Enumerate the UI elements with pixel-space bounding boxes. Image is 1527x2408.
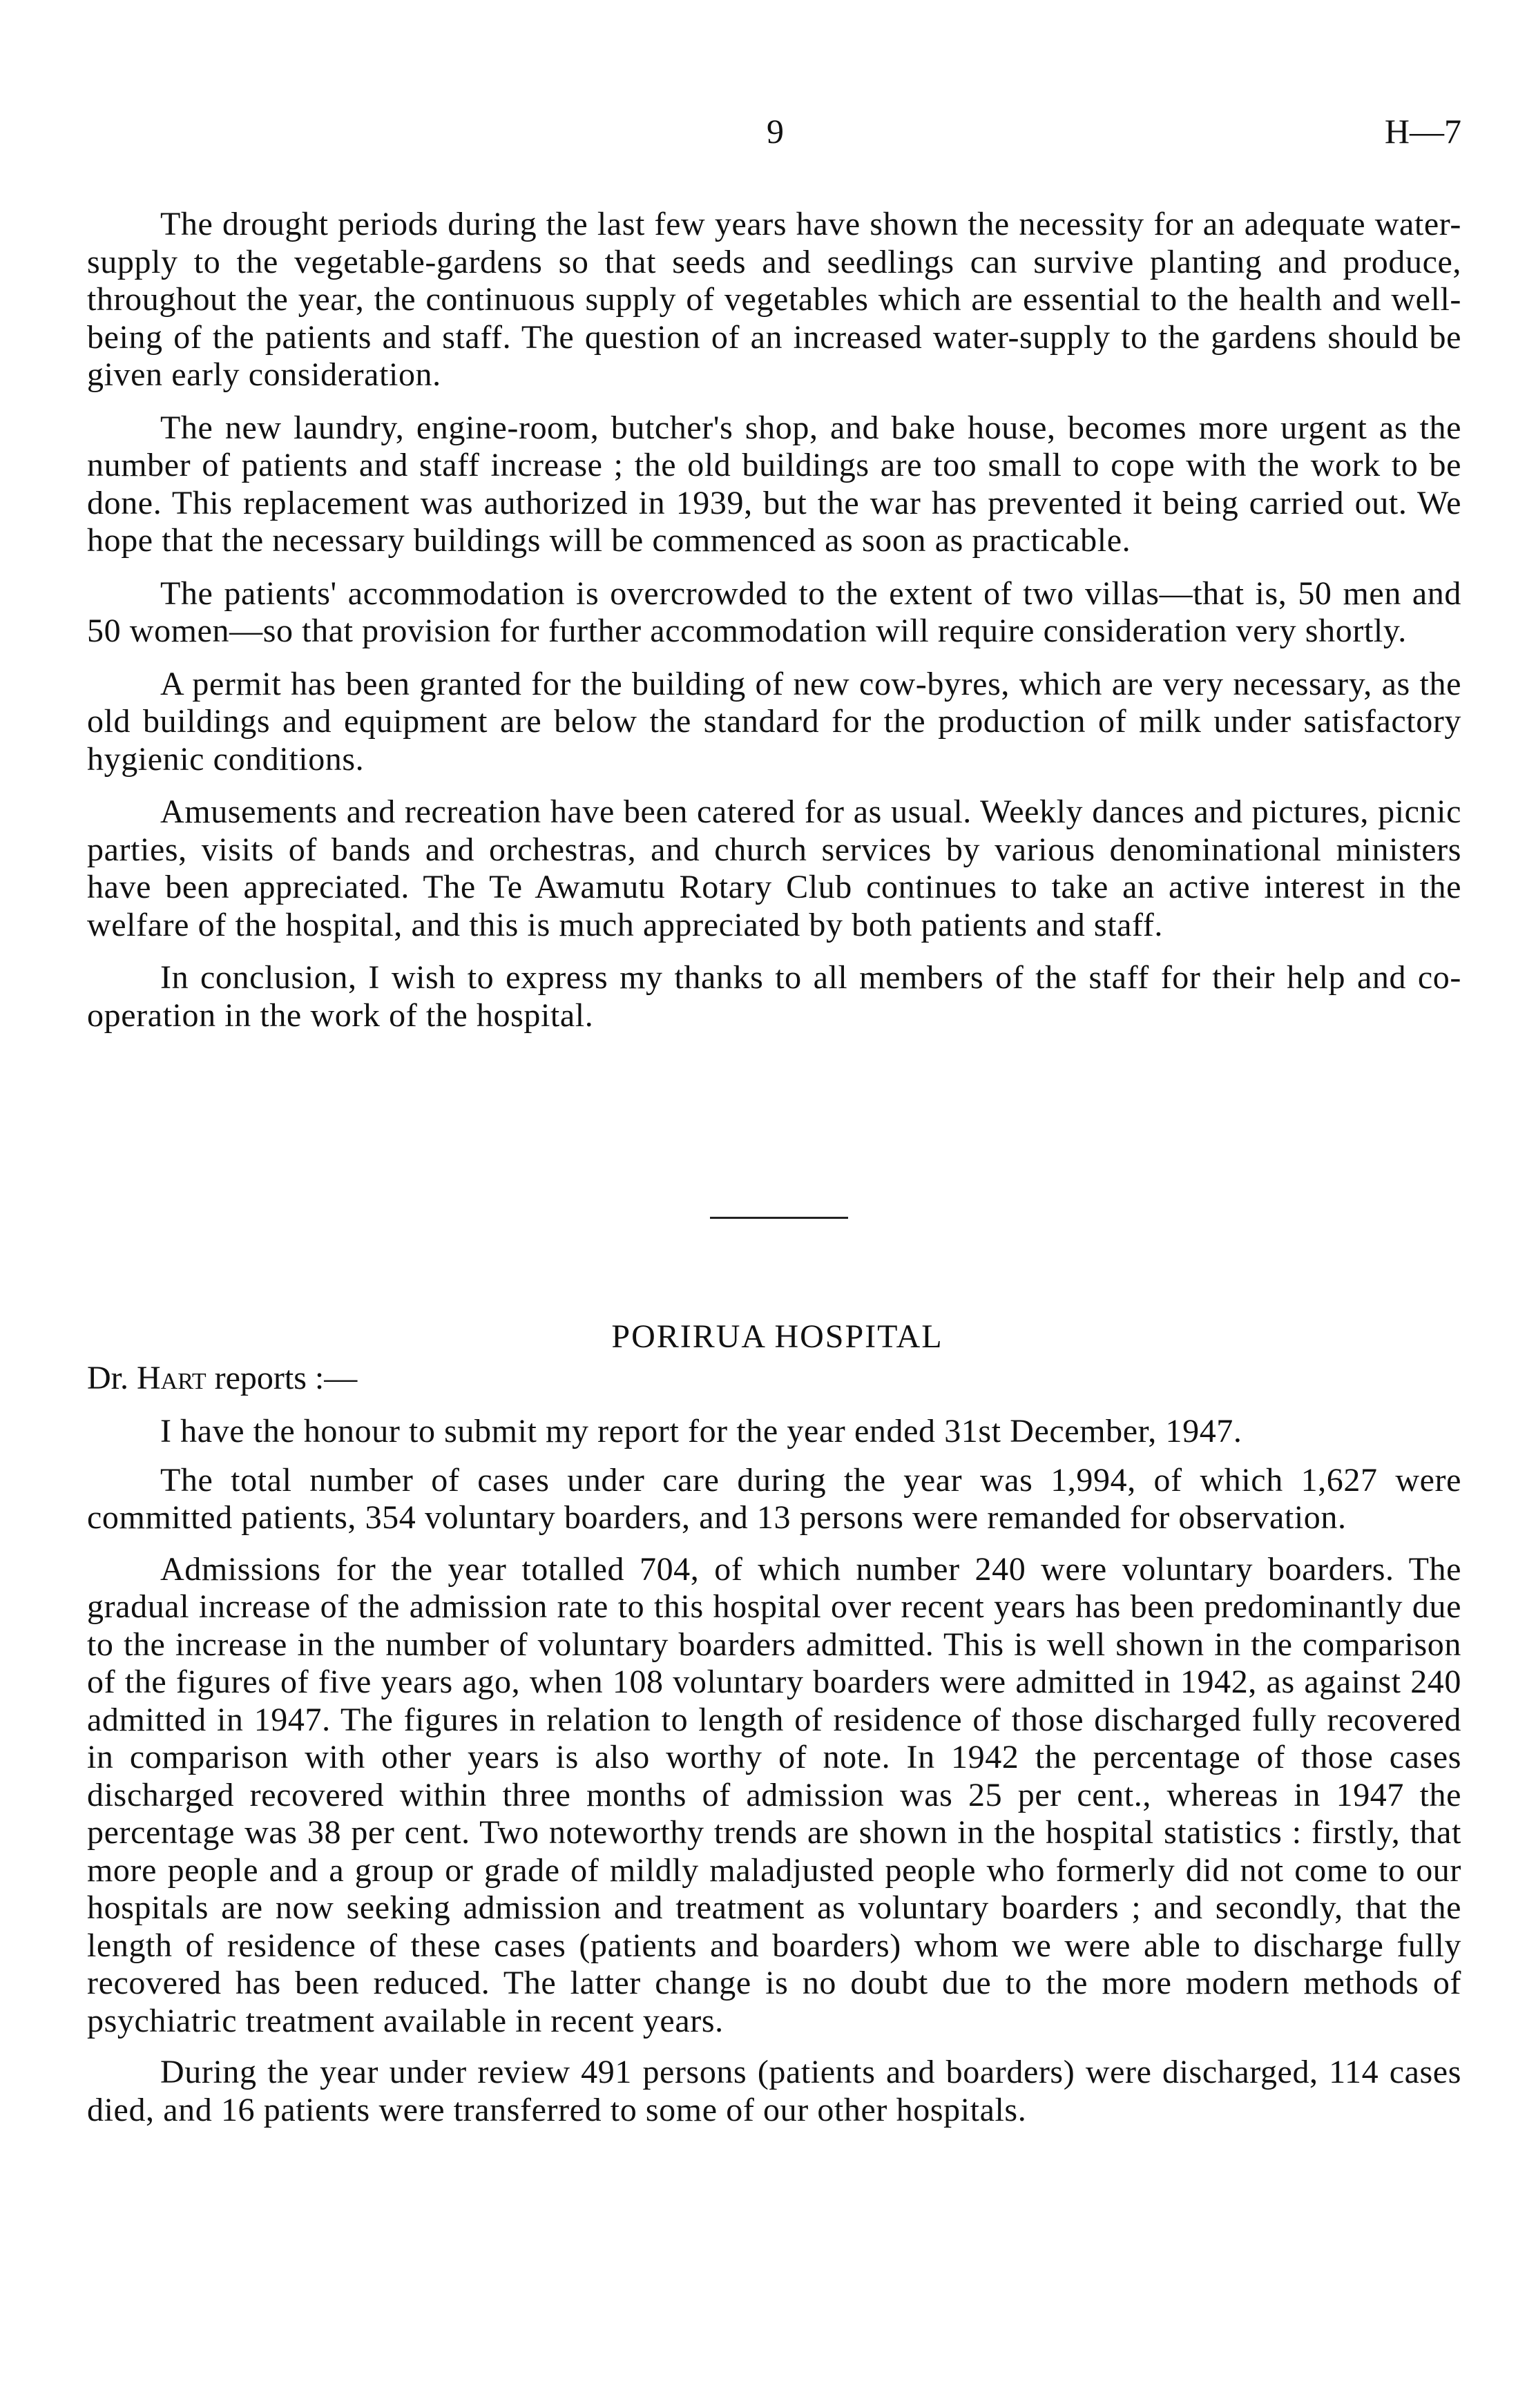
paragraph: Admissions for the year totalled 704, of which number 240 were voluntary boarders. The gradual increase of the admission rate to this hospital over recent years has been predominantly due to the increase in the number of voluntary boarders admitted. This is well shown in the comparison of the figures of five years ago, when 108 voluntary boarders were admitted in 1942, as against 240 admitted in 1947. The figures in relation to length of residence of those discharged fully recovered in comparison with other years is also worthy of note. In 1942 the percentage of those cases discharged recovered within three months of admission was 25 per cent., whereas in 1947 the percentage was 38 per cent. Two noteworthy trends are shown in the hospital statistics : firstly, that more people and a group or grade of mildly maladjusted people who formerly did not come to our hospitals are now seeking admission and treatment as voluntary boarders ; and secondly, that the length of residence of these cases (patients and boarders) whom we were able to discharge fully recovered has been reduced. The latter change is no doubt due to the more modern methods of psychiatric treatment available in recent years. (87, 1550, 1461, 2039)
reporter-line (87, 1359, 357, 1398)
reporter-name: Hart (137, 1360, 207, 1396)
section-title: PORIRUA HOSPITAL (611, 1318, 943, 1355)
paragraph: The new laundry, engine-room, butcher's shop, and bake house, becomes more urgent as the number of patients and staff increase ; the old buildings are too small to cope with the work to be done. This replacement was authorized in 1939, but the war has prevented it being carried out. We hope that the necessary buildings will be commenced as soon as practicable. (87, 409, 1461, 559)
reporter-prefix: Dr. (87, 1360, 137, 1396)
paragraph: The patients' accommodation is overcrowded to the extent of two villas—that is, 50 men and 50 women—so that provision for further accommodation will require consideration very shortly. (87, 575, 1461, 649)
reporter-suffix: reports :— (206, 1360, 358, 1396)
paragraph: In conclusion, I wish to express my thanks to all members of the staff for their help and co-operation in the work of the hospital. (87, 959, 1461, 1034)
paragraph: Amusements and recreation have been catered for as usual. Weekly dances and pictures, picnic parties, visits of bands and orchestras, and church services by various denominational ministers have been appreciated. The Te Awamutu Rotary Club continues to take an active interest in the welfare of the hospital, and this is much appreciated by both patients and staff. (87, 793, 1461, 943)
section-2-body (87, 1413, 1461, 2129)
paragraph: The drought periods during the last few years have shown the necessity for an adequate water-supply to the vegetable-gardens so that seeds and seedlings can survive planting and produce, throughout the year, the continuous supply of vegetables which are essential to the health and well-being of the patients and staff. The question of an increased water-supply to the gardens should be given early consideration. (87, 206, 1461, 393)
section-divider (710, 1217, 848, 1219)
page-number: 9 (767, 112, 784, 151)
paragraph: I have the honour to submit my report for the year ended 31st December, 1947. (160, 1413, 1242, 1449)
paragraph: The total number of cases under care during the year was 1,994, of which 1,627 were committed patients, 354 voluntary boarders, and 13 persons were remanded for observation. (87, 1461, 1461, 1536)
paragraph: A permit has been granted for the building of new cow-byres, which are very necessary, as the old buildings and equipment are below the standard for the production of milk under satisfactory hygienic conditions. (87, 665, 1461, 778)
section-1-body (87, 206, 1461, 1034)
paragraph: During the year under review 491 persons (patients and boarders) were discharged, 114 cases died, and 16 patients were transferred to some of our other hospitals. (87, 2054, 1461, 2128)
document-code: H—7 (1384, 112, 1461, 151)
